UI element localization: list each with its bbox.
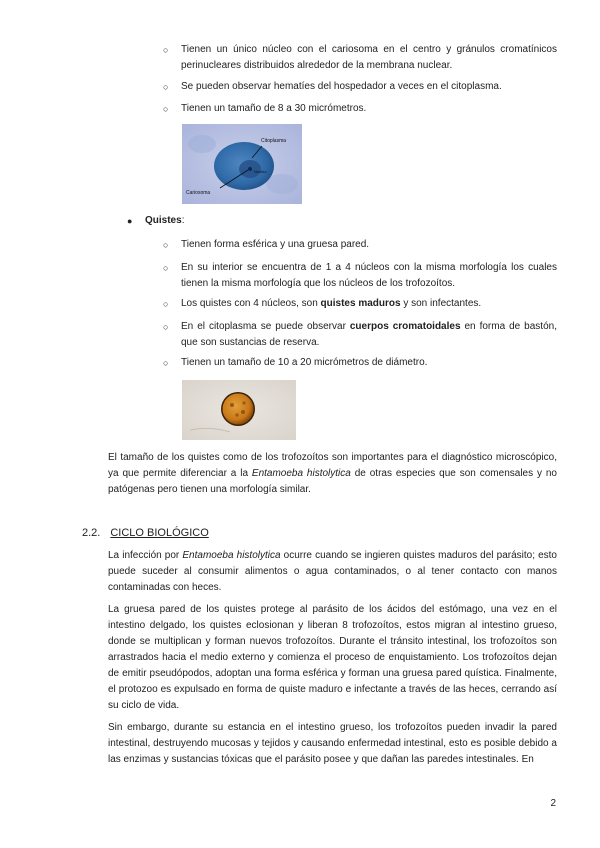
circle-bullet-icon: ○: [163, 82, 169, 92]
circle-bullet-icon: ○: [163, 322, 169, 332]
circle-bullet-icon: ○: [163, 299, 169, 309]
paragraph-ciclo-3: Sin embargo, durante su estancia en el intestino grueso, los trofozoítos pueden invadir la pared intestinal, destruyendo mucosas y tejidos y causando enfermedad intestinal, esto es posible debido a las enzimas y sustancias tóxicas que el parásito posee y que dañan las paredes intestinales. En: [108, 722, 557, 765]
paragraph-tamano: El tamaño de los quistes como de los trofozoítos son importantes para el diagnóstico microscópico, ya que permite diferenciar a la Entamoeba histolytica de otras especies que son comensales y no patógenas pero tienen una morfología similar.: [108, 452, 557, 495]
list-item: Tienen un único núcleo con el cariosoma en el centro y gránulos cromatínicos perinucleares distribuidos alrededor de la membrana nuclear.: [181, 44, 557, 71]
quistes-heading: Quistes:: [145, 215, 185, 226]
circle-bullet-icon: ○: [163, 240, 169, 250]
circle-bullet-icon: ○: [163, 104, 169, 114]
list-item: Se pueden observar hematíes del hospedador a veces en el citoplasma.: [181, 81, 502, 92]
section-title: CICLO BIOLÓGICO: [110, 527, 209, 539]
trophozoite-micrograph: [182, 124, 302, 204]
bullet-icon: ●: [127, 216, 133, 226]
section-number: 2.2.: [82, 527, 101, 539]
list-item: Tienen forma esférica y una gruesa pared.: [181, 239, 370, 250]
list-item: Tienen un tamaño de 8 a 30 micrómetros.: [181, 103, 367, 114]
paragraph-ciclo-1: La infección por Entamoeba histolytica ocurre cuando se ingieren quistes maduros del parásito; esto puede suceder al consumir alimentos o agua contaminados, o al tener contacto con manos contaminadas con heces.: [108, 550, 557, 593]
list-item: En su interior se encuentra de 1 a 4 núcleos con la misma morfología los cuales tienen la misma morfología que los núcleos de los trofozoítos.: [181, 262, 557, 289]
cyst-micrograph: [182, 380, 296, 440]
list-item: En el citoplasma se puede observar cuerpos cromatoidales en forma de bastón, que son sustancias de reserva.: [181, 321, 557, 348]
figure-label-cariosoma: Cariosoma: [186, 190, 211, 196]
list-item: Los quistes con 4 núcleos, son quistes maduros y son infectantes.: [181, 298, 482, 309]
list-item: Tienen un tamaño de 10 a 20 micrómetros de diámetro.: [181, 357, 428, 368]
page-number: 2: [550, 798, 556, 809]
figure-label-nucleo: Núcleo: [254, 169, 267, 174]
circle-bullet-icon: ○: [163, 45, 169, 55]
section-heading: [82, 525, 209, 541]
paragraph-ciclo-2: La gruesa pared de los quistes protege al parásito de los ácidos del estómago, una vez en el intestino delgado, los quistes eclosionan y liberan 8 trofozoítos, estos migran al intestino grueso, donde se multiplican y forman nuevos trofozoítos. Durante el tránsito intestinal, los trofozoítos son arrastrados hacia el medio externo y comienza el proceso de enquistamiento. Los trofozoítos dejan de emitir pseudópodos, adoptan una forma esférica y forman una gruesa pared quística. Finalmente, el protozoo es expulsado en forma de quiste maduro e infectante a través de las heces, cerrando así su ciclo de vida.: [108, 604, 557, 711]
circle-bullet-icon: ○: [163, 263, 169, 273]
circle-bullet-icon: ○: [163, 358, 169, 368]
figure-label-citoplasma: Citoplasma: [261, 138, 287, 144]
